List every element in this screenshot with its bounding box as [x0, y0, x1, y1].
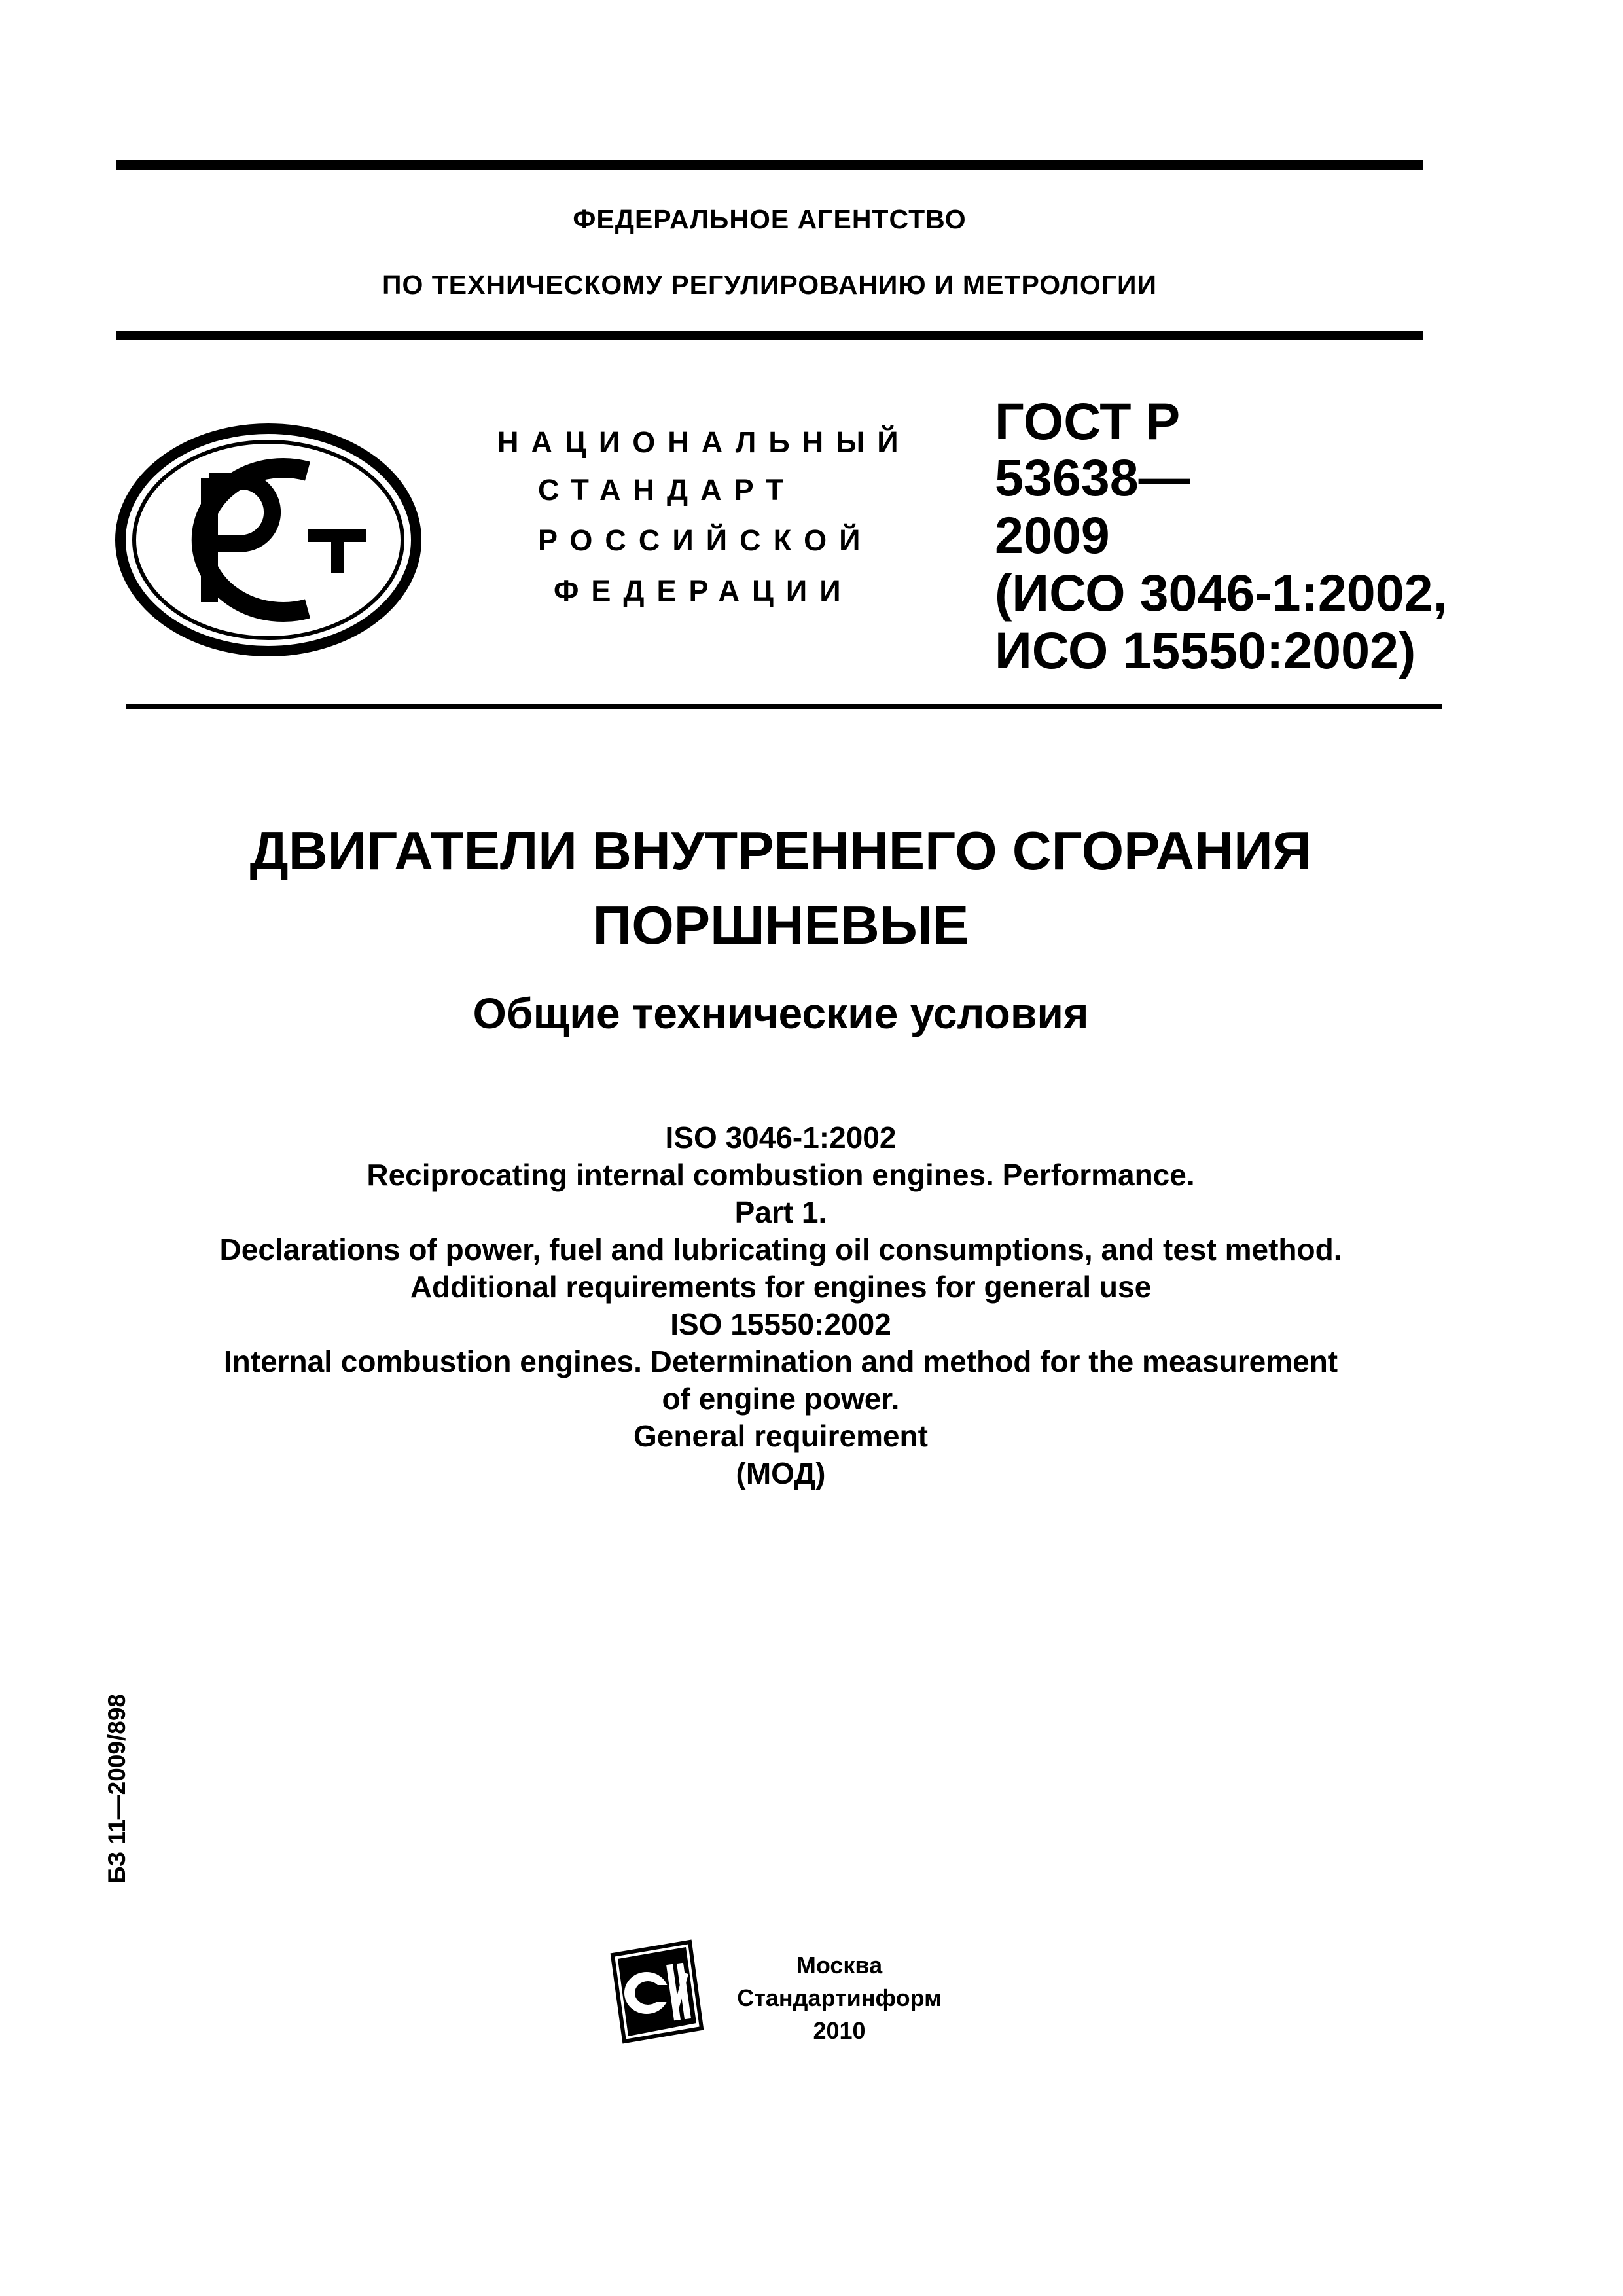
national-standard-line: НАЦИОНАЛЬНЫЙ	[497, 425, 911, 459]
iso-reference-line: ISO 15550:2002	[670, 1307, 891, 1341]
standard-designation-line: 2009	[995, 506, 1110, 564]
standard-designation-line: (ИСО 3046-1:2002,	[995, 564, 1448, 622]
publication-year: 2010	[813, 2017, 866, 2044]
iso-reference-line: ISO 3046-1:2002	[665, 1121, 897, 1155]
top-rule	[116, 160, 1423, 170]
title-rule	[126, 704, 1442, 709]
publisher-city: Москва	[796, 1952, 883, 1979]
iso-reference-line: (МОД)	[736, 1456, 826, 1490]
standartinform-logo-icon	[607, 1939, 707, 2044]
national-standard-line: СТАНДАРТ	[538, 473, 796, 507]
iso-reference-line: Declarations of power, fuel and lubricating oil consumptions, and test method.	[219, 1232, 1342, 1266]
agency-name-line2: ПО ТЕХНИЧЕСКОМУ РЕГУЛИРОВАНИЮ И МЕТРОЛОГИИ	[382, 270, 1157, 300]
registry-number: БЗ 11—2009/898	[103, 1693, 130, 1884]
publisher-name: Стандартинформ	[737, 1984, 942, 2011]
standard-designation-line: ИСО 15550:2002)	[995, 621, 1416, 679]
iso-reference-line: of engine power.	[662, 1382, 900, 1416]
header-rule	[116, 331, 1423, 340]
national-standard-line: ФЕДЕРАЦИИ	[554, 574, 853, 607]
iso-reference-line: Reciprocating internal combustion engines. Performance.	[366, 1158, 1195, 1192]
rst-logo-icon	[111, 419, 425, 661]
iso-reference-line: Internal combustion engines. Determination and method for the measurement	[223, 1344, 1338, 1378]
standard-designation-line: 53638—	[995, 448, 1190, 507]
iso-reference-line: Additional requirements for engines for general use	[410, 1270, 1152, 1304]
agency-name-line1: ФЕДЕРАЛЬНОЕ АГЕНТСТВО	[573, 204, 967, 234]
iso-reference-line: General requirement	[633, 1419, 928, 1453]
standard-designation-line: ГОСТ Р	[995, 392, 1181, 450]
iso-reference-line: Part 1.	[734, 1195, 827, 1229]
national-standard-line: РОССИЙСКОЙ	[538, 524, 873, 557]
document-title-line1: ДВИГАТЕЛИ ВНУТРЕННЕГО СГОРАНИЯ	[249, 820, 1312, 881]
document-title-line2: ПОРШНЕВЫЕ	[592, 895, 969, 956]
document-subtitle: Общие технические условия	[473, 989, 1089, 1037]
